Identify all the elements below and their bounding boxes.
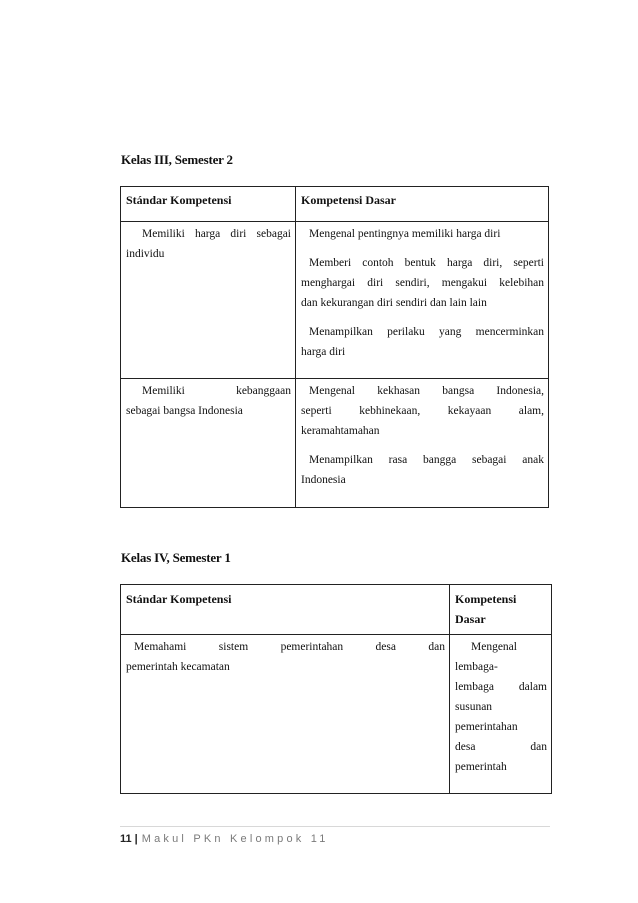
kd-line: keramahtamahan — [301, 425, 380, 437]
footer-separator: | — [134, 833, 138, 845]
kd-cell — [296, 222, 549, 379]
kd-line: Menampilkan rasa bangga sebagai anak — [309, 454, 544, 466]
kd-line: Memberi contoh bentuk harga diri, seperti — [309, 257, 544, 269]
page-number: 11 — [120, 833, 132, 845]
competency-table-kelas-iv — [120, 584, 552, 794]
header-kompetensi-dasar — [450, 585, 552, 635]
sk-cell — [121, 635, 450, 794]
sk-line: Memiliki kebanggaan — [142, 385, 291, 397]
kd-cell — [450, 635, 552, 794]
section-heading-kelas-iii: Kelas III, Semester 2 — [121, 152, 233, 167]
kd-line: Menampilkan perilaku yang mencerminkan — [309, 326, 544, 338]
kd-line: menghargai diri sendiri, mengakui kelebihan — [301, 277, 544, 289]
sk-cell — [121, 222, 296, 379]
kd-line: susunan — [455, 701, 493, 713]
page-footer — [120, 826, 550, 845]
header-line: Dasar — [455, 612, 486, 626]
table-header-row — [121, 187, 549, 222]
kd-line: harga diri — [301, 346, 346, 358]
competency-table-kelas-iii — [120, 186, 549, 508]
kd-item — [301, 253, 544, 313]
sk-line: Memahami sistem pemerintahan desa dan — [134, 641, 445, 653]
kd-item — [301, 450, 544, 490]
table-row — [121, 379, 549, 508]
sk-line: individu — [126, 248, 165, 260]
kd-item — [301, 322, 544, 362]
section-heading-kelas-iv: Kelas IV, Semester 1 — [121, 550, 231, 565]
header-standar-kompetensi: Stándar Kompetensi — [121, 585, 450, 635]
kd-line: lembaga- — [455, 661, 498, 673]
table-row — [121, 635, 552, 794]
sk-line: pemerintah kecamatan — [126, 661, 230, 673]
kd-line: lembaga dalam — [455, 681, 547, 693]
sk-cell — [121, 379, 296, 508]
kd-line: Indonesia — [301, 474, 346, 486]
kd-line: desa dan — [455, 741, 547, 753]
kd-line: dan kekurangan diri sendiri dan lain lain — [301, 297, 487, 309]
table-row — [121, 222, 549, 379]
kd-line: seperti kebhinekaan, kekayaan alam, — [301, 405, 544, 417]
header-standar-kompetensi: Stándar Kompetensi — [121, 187, 296, 222]
kd-line: pemerintahan — [455, 721, 518, 733]
header-kompetensi-dasar: Kompetensi Dasar — [296, 187, 549, 222]
kd-line: Mengenal pentingnya memiliki harga diri — [309, 228, 501, 240]
kd-item — [301, 381, 544, 441]
sk-line: sebagai bangsa Indonesia — [126, 405, 243, 417]
kd-cell — [296, 379, 549, 508]
header-line: Kompetensi — [455, 592, 517, 606]
footer-text: Makul PKn Kelompok 11 — [141, 833, 329, 845]
kd-line: Mengenal — [471, 641, 517, 653]
kd-line: pemerintah — [455, 761, 507, 773]
sk-line: Memiliki harga diri sebagai — [142, 228, 291, 240]
kd-item — [301, 224, 544, 244]
kd-line: Mengenal kekhasan bangsa Indonesia, — [309, 385, 544, 397]
table-header-row — [121, 585, 552, 635]
